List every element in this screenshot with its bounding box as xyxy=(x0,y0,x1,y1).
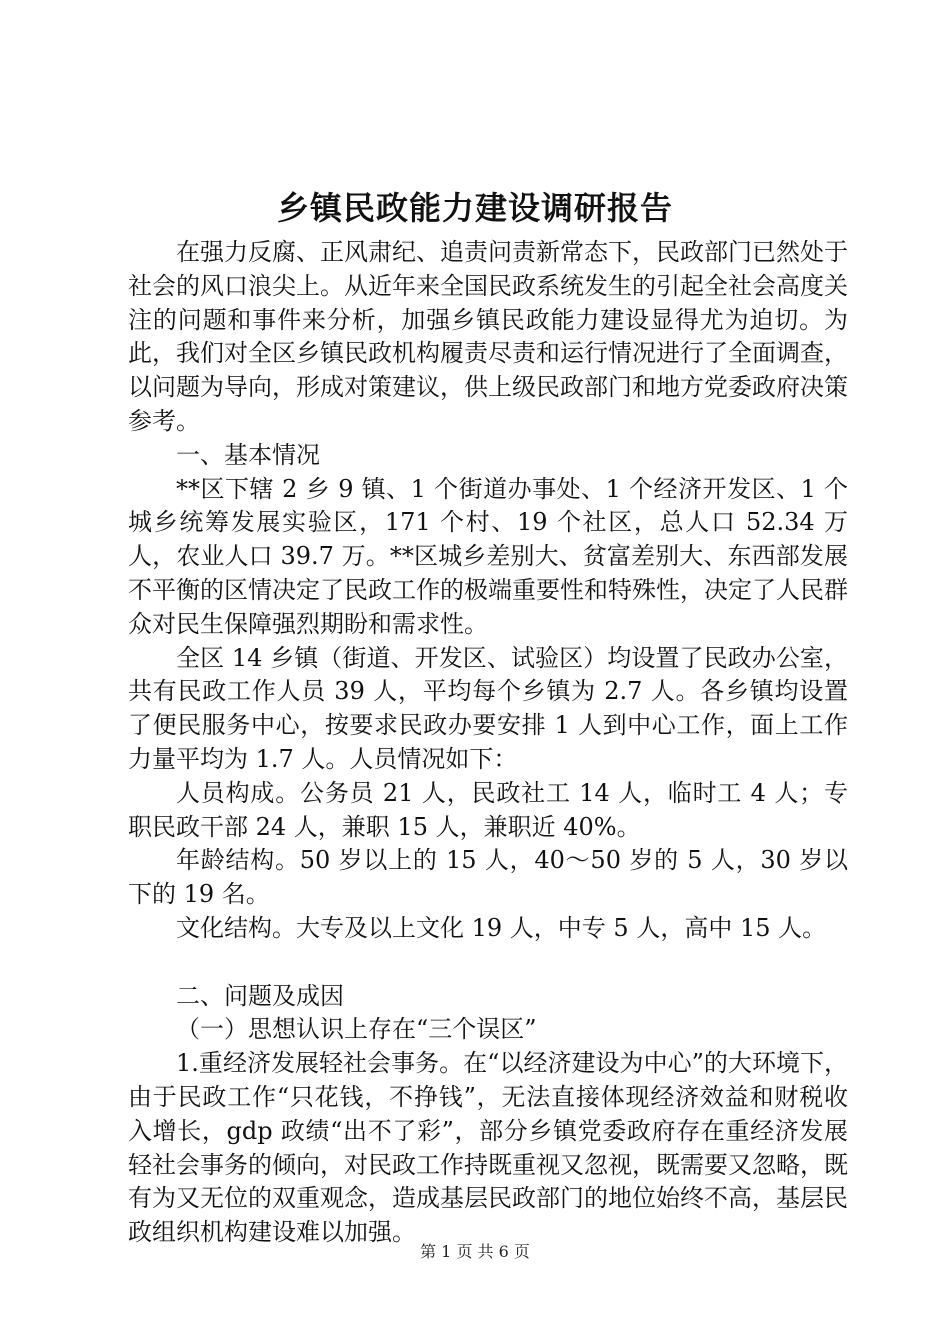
staff-composition-paragraph: 人员构成。公务员 21 人，民政社工 14 人，临时工 4 人；专职民政干部 24 人，兼职 15 人，兼职近 40%。 xyxy=(128,778,848,841)
district-overview-paragraph: **区下辖 2 乡 9 镇、1 个街道办事处、1 个经济开发区、1 个城乡统筹发展实验区，171 个村、19 个社区，总人口 52.34 万人，农业人口 39.7 万。**区城乡差别大、贫富差别大、东西部发展不平衡的区情决定了民政工作的极端重要性和特殊性，决定了人民群众对民生保障强烈期盼和需求性。 xyxy=(128,474,848,638)
section-heading-problems: 二、问题及成因 xyxy=(176,981,344,1010)
document-body xyxy=(128,236,848,1250)
subsection-heading-misconceptions: （一）思想认识上存在“三个误区” xyxy=(176,1015,537,1044)
section-heading-basic-situation: 一、基本情况 xyxy=(176,440,320,469)
page-footer: 第 1 页 共 6 页 xyxy=(420,1242,530,1261)
blank-line xyxy=(128,946,848,980)
intro-paragraph: 在强力反腐、正风肃纪、追责问责新常态下，民政部门已然处于社会的风口浪尖上。从近年来全国民政系统发生的引起全社会高度关注的问题和事件来分析，加强乡镇民政能力建设显得尤为迫切。为此，我们对全区乡镇民政机构履责尽责和运行情况进行了全面调查，以问题为导向，形成对策建议，供上级民政部门和地方党委政府决策参考。 xyxy=(128,238,848,435)
document-title: 乡镇民政能力建设调研报告 xyxy=(276,189,673,227)
education-structure-paragraph: 文化结构。大专及以上文化 19 人，中专 5 人，高中 15 人。 xyxy=(176,913,827,942)
age-structure-paragraph: 年龄结构。50 岁以上的 15 人，40～50 岁的 5 人，30 岁以下的 19 名。 xyxy=(128,846,848,909)
point-1-paragraph: 1.重经济发展轻社会事务。在“以经济建设为中心”的大环境下，由于民政工作“只花钱，不挣钱”，无法直接体现经济效益和财税收入增长，gdp 政绩“出不了彩”，部分乡镇党委政府存在重经济发展轻社会事务的倾向，对民政工作持既重视又忽视，既需要又忽略，既有为又无位的双重观念，造成基层民政部门的地位始终不高，基层民政组织机构建设难以加强。 xyxy=(128,1049,848,1247)
staffing-paragraph: 全区 14 乡镇（街道、开发区、试验区）均设置了民政办公室，共有民政工作人员 39 人，平均每个乡镇为 2.7 人。各乡镇均设置了便民服务中心，按要求民政办要安排 1 人到中心工作，面上工作力量平均为 1.7 人。人员情况如下： xyxy=(128,643,848,773)
